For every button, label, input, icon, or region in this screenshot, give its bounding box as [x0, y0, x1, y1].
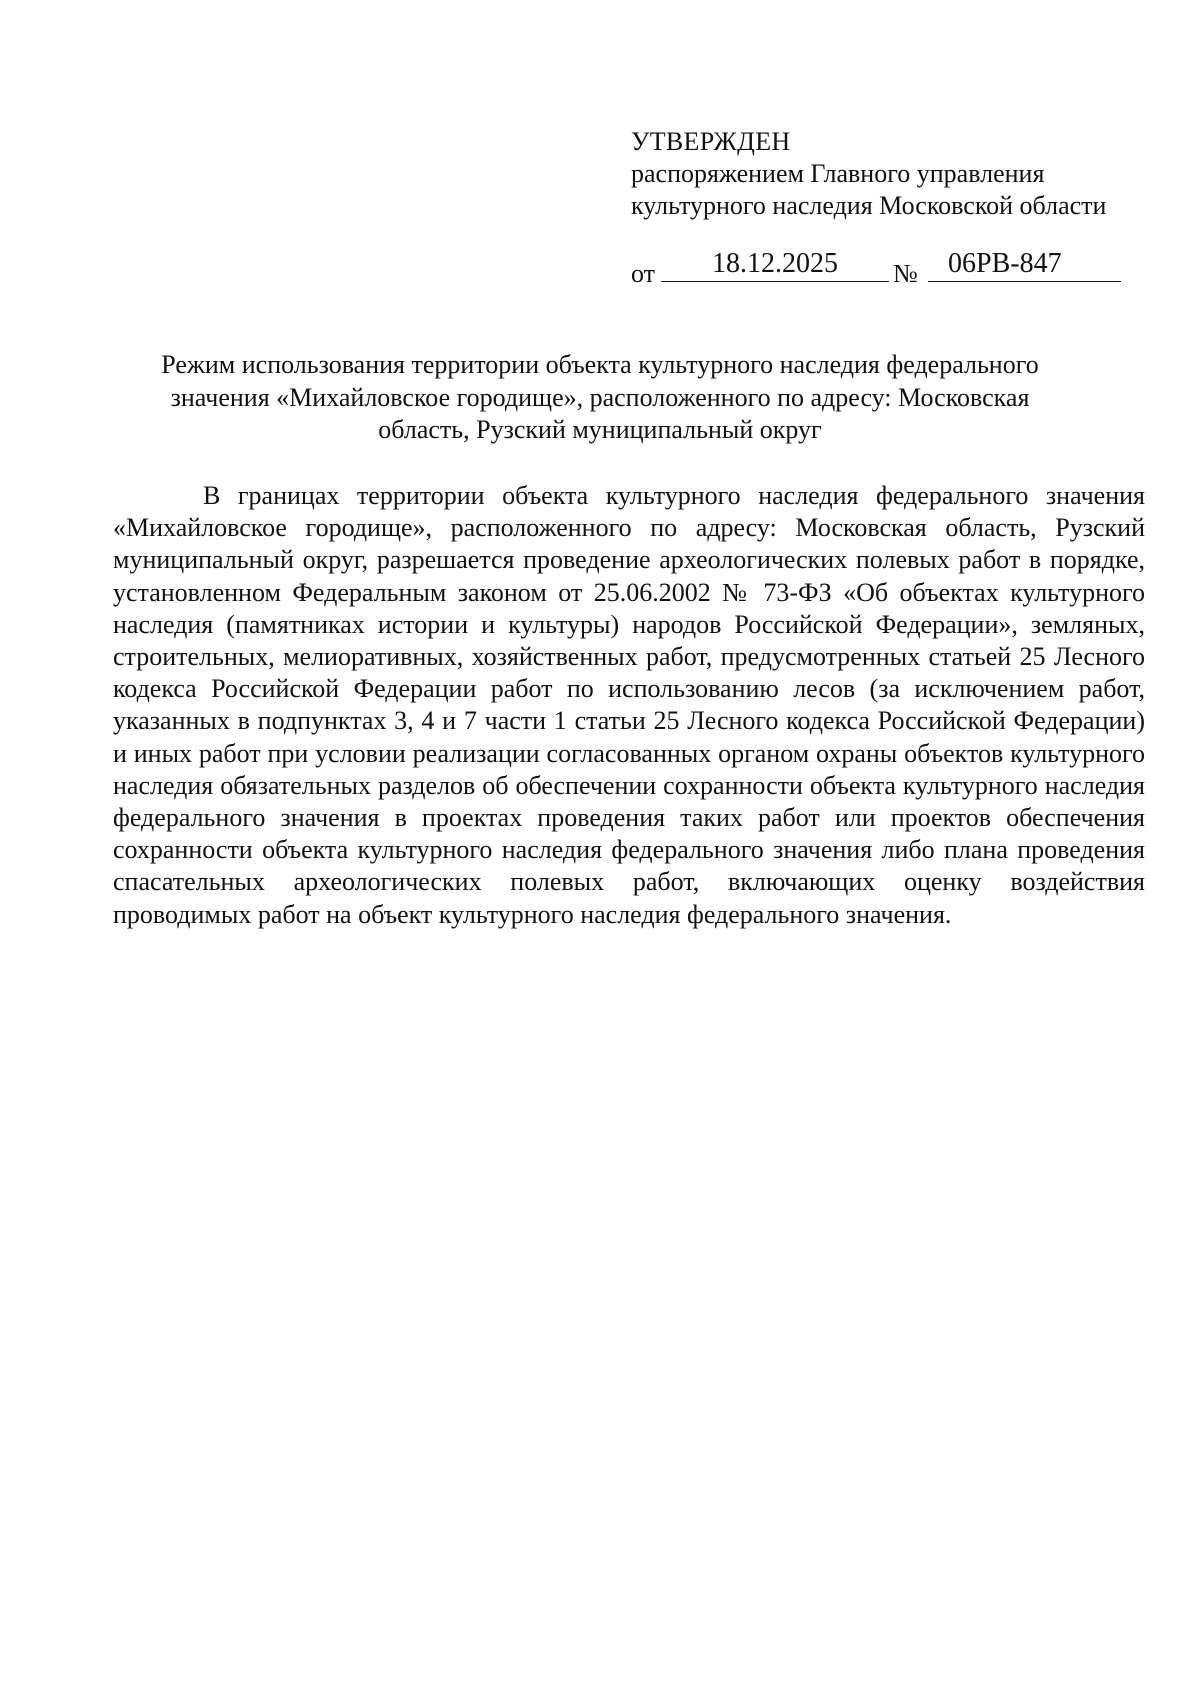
- approval-stamp: УТВЕРЖДЕН: [631, 127, 791, 156]
- approval-line-2: культурного наследия Московской области: [631, 191, 1107, 220]
- title-line-2: значения «Михайловское городище», расположенного по адресу: Московская: [170, 382, 1030, 412]
- date-label: от: [631, 259, 656, 288]
- body-paragraph: В границах территории объекта культурного наследия федерального значения «Михайловское городище», расположенного по адресу: Московская область, Рузский муниципальный округ, разрешается проведение археологических полевых работ в порядке, установленном Федеральным законом от 25.06.2002 № 73-ФЗ «Об объектах культурного наследия (памятниках истории и культуры) народов Российской Федерации», земляных, строительных, мелиоративных, хозяйственных работ, предусмотренных статьей 25 Лесного кодекса Российской Федерации работ по использованию лесов (за исключением работ, указанных в подпунктах 3, 4 и 7 части 1 статьи 25 Лесного кодекса Российской Федерации) и иных работ при условии реализации согласованных органом охраны объектов культурного наследия обязательных разделов об обеспечении сохранности объекта культурного наследия федерального значения в проектах проведения таких работ или проектов обеспечения сохранности объекта культурного наследия федерального значения либо плана проведения спасательных археологических полевых работ, включающих оценку воздействия проводимых работ на объект культурного наследия федерального значения.: [113, 481, 1145, 929]
- title-line-1: Режим использования территории объекта культурного наследия федерального: [161, 350, 1039, 379]
- order-date: 18.12.2025: [661, 249, 889, 282]
- approval-line-1: распоряжением Главного управления: [631, 159, 1045, 188]
- document-title: [100, 349, 1100, 447]
- order-details: [631, 249, 1121, 289]
- order-number: 06РВ-847: [948, 248, 1062, 279]
- title-line-3: область, Рузский муниципальный округ: [378, 415, 822, 444]
- approval-block: [631, 126, 1151, 222]
- order-number-field: [928, 249, 1121, 282]
- number-label: №: [893, 259, 918, 288]
